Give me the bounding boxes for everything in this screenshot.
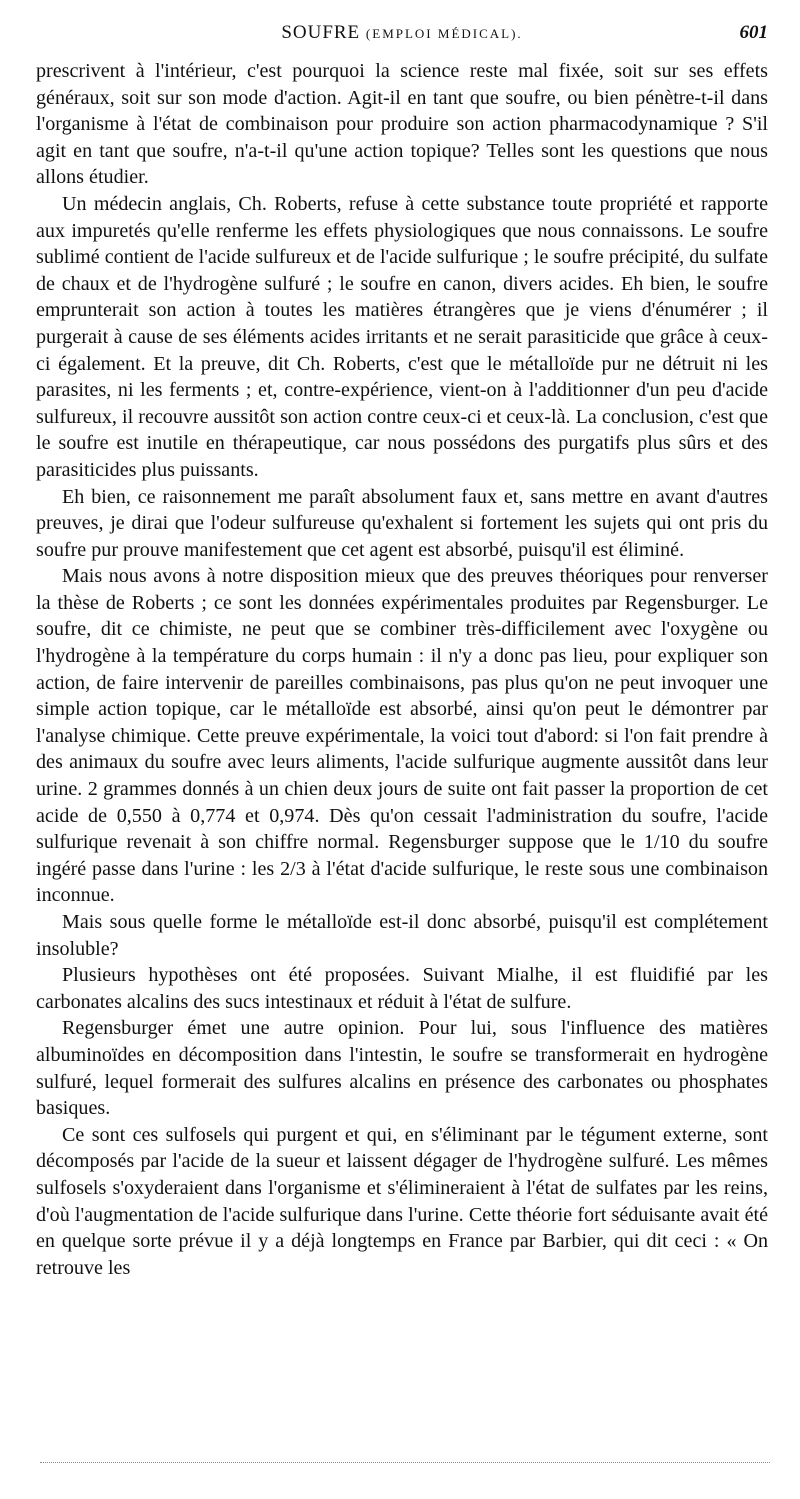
running-title-subtitle: (EMPLOI MÉDICAL). <box>365 26 523 41</box>
running-head <box>36 22 768 56</box>
paragraph: Regensburger émet une autre opinion. Pour lui, sous l'influence des matières albuminoïdes en décomposition dans l'intestin, le soufre se transformerait en hydrogène sulfuré, lequel formerait des sulfures alcalins en présence des carbonates ou phosphates basiques. <box>36 1017 768 1120</box>
footer-dotted-rule <box>40 1462 770 1463</box>
paragraph-continued: prescrivent à l'intérieur, c'est pourquoi la science reste mal fixée, soit sur ses effets généraux, soit sur son mode d'action. Agit-il en tant que soufre, ou bien pénètre-t-il dans l'organisme à l'état de combinaison pour produire son action pharmacodynamique ? S'il agit en tant que soufre, n'a-t-il qu'une action topique? Telles sont les questions que nous allons étudier. <box>36 60 768 189</box>
paragraph: Plusieurs hypothèses ont été proposées. Suivant Mialhe, il est fluidifié par les carbonates alcalins des sucs intestinaux et réduit à l'état de sulfure. <box>36 964 768 1013</box>
running-title-main: SOUFRE <box>281 22 361 43</box>
paragraph: Mais sous quelle forme le métalloïde est-il donc absorbé, puisqu'il est complétement insoluble? <box>36 911 768 960</box>
body-text <box>36 58 768 1281</box>
paragraph: Mais nous avons à notre disposition mieux que des preuves théoriques pour renverser la thèse de Roberts ; ce sont les données expérimentales produites par Regensburger. Le soufre, dit ce chimiste, ne peut que se combiner très-difficilement avec l'oxygène ou l'hydrogène à la température du corps humain : il n'y a donc pas lieu, pour expliquer son action, de faire intervenir de pareilles combinaisons, pas plus qu'on ne peut invoquer une simple action topique, car le métalloïde est absorbé, ainsi qu'on peut le démontrer par l'analyse chimique. Cette preuve expérimentale, la voici tout d'abord: si l'on fait prendre à des animaux du soufre avec leurs aliments, l'acide sulfurique augmente aussitôt dans leur urine. 2 grammes donnés à un chien deux jours de suite ont fait passer la proportion de cet acide de 0,550 à 0,774 et 0,974. Dès qu'on cessait l'administration du soufre, l'acide sulfurique revenait à son chiffre normal. Regensburger suppose que le 1/10 du soufre ingéré passe dans l'urine : les 2/3 à l'état d'acide sulfurique, le reste sous une combinaison inconnue. <box>36 565 768 907</box>
running-title <box>36 22 768 44</box>
paragraph: Ce sont ces sulfosels qui purgent et qui, en s'éliminant par le tégument externe, sont décomposés par l'acide de la sueur et laissent dégager de l'hydrogène sulfuré. Les mêmes sulfosels s'oxyderaient dans l'organisme et s'élimineraient à l'état de sulfates par les reins, d'où l'augmentation de l'acide sulfurique dans l'urine. Cette théorie fort séduisante avait été en quelque sorte prévue il y a déjà longtemps en France par Barbier, qui dit ceci : « On retrouve les <box>36 1123 768 1279</box>
paragraph: Un médecin anglais, Ch. Roberts, refuse à cette substance toute propriété et rapporte aux impuretés qu'elle renferme les effets physiologiques que nous connaissons. Le soufre sublimé contient de l'acide sulfureux et de l'acide sulfurique ; le soufre précipité, du sulfate de chaux et de l'hydrogène sulfuré ; le soufre en canon, divers acides. Eh bien, le soufre emprunterait son action à toutes les matières étrangères que je viens d'énumérer ; il purgerait à cause de ses éléments acides irritants et ne serait parasiticide que grâce à ceux-ci également. Et la preuve, dit Ch. Roberts, c'est que le métalloïde pur ne détruit ni les parasites, ni les ferments ; et, contre-expérience, vient-on à l'additionner d'un peu d'acide sulfureux, il recouvre aussitôt son action contre ceux-ci et ceux-là. La conclusion, c'est que le soufre est inutile en thérapeutique, car nous possédons des purgatifs plus sûrs et des parasiticides plus puissants. <box>36 192 768 481</box>
paragraph: Eh bien, ce raisonnement me paraît absolument faux et, sans mettre en avant d'autres preuves, je dirai que l'odeur sulfureuse qu'exhalent si fortement les sujets qui ont pris du soufre pur prouve manifestement que cet agent est absorbé, puisqu'il est éliminé. <box>36 485 768 561</box>
page-number: 601 <box>739 22 768 43</box>
